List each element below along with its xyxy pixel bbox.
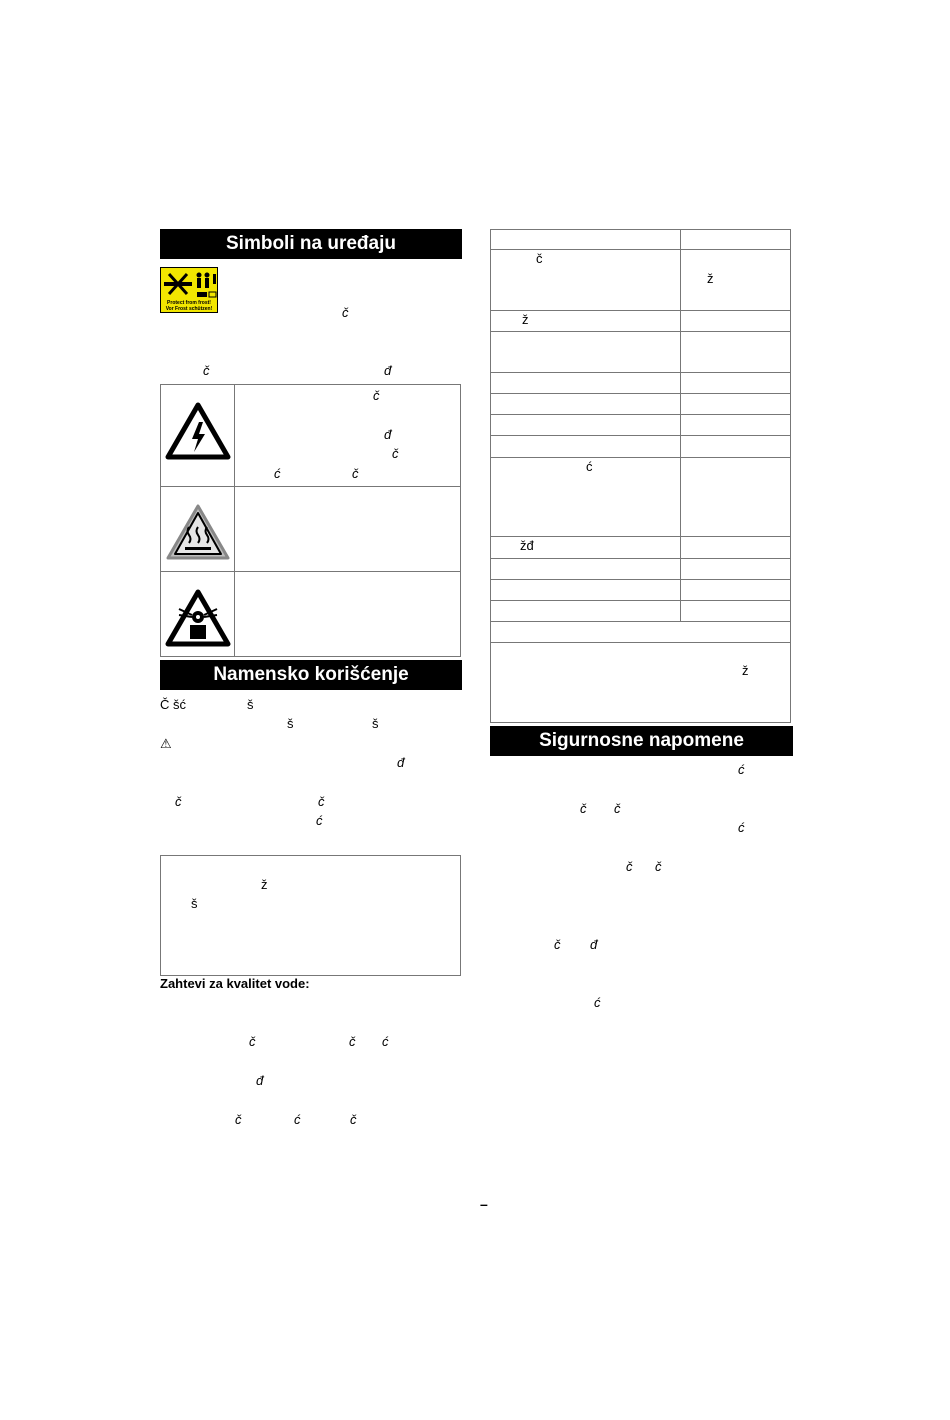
table-cell-text: ž [522,312,529,327]
table-cell-text: č [536,251,543,266]
text-fragment: ž [261,877,268,892]
text-fragment: đ [397,755,405,770]
text-fragment: č [614,801,621,816]
text-fragment: č [203,363,210,378]
frost-label-text-1: Protect from frost! [167,300,211,306]
text-fragment: đ [256,1073,264,1088]
text-fragment: č [655,859,662,874]
text-fragment: ć [294,1112,301,1127]
text-fragment: č [554,937,561,952]
page-footer-dash: – [480,1196,488,1212]
section-title-safety: Sigurnosne napomene [490,726,793,756]
notice-box [160,855,461,976]
table-cell-text: ć [586,459,593,474]
text-fragment: č [580,801,587,816]
frost-label-icon [161,268,219,302]
high-pressure-jet-warning-icon [165,589,231,647]
text-fragment: č [342,305,349,320]
text-fragment: š [191,896,198,911]
text-fragment: š [287,716,294,731]
hot-surface-warning-icon [165,503,231,561]
text-fragment: ć [382,1034,389,1049]
text-fragment: ć [738,820,745,835]
text-fragment: ć [738,762,745,777]
text-fragment: č [392,446,399,461]
text-fragment: š [372,716,379,731]
text-fragment: š [247,697,254,712]
text-fragment: č [373,388,380,403]
warning-triangle-icon: ⚠ [160,736,172,751]
text-fragment: č [318,794,325,809]
table-cell-text: ž [707,271,714,286]
text-fragment: č [249,1034,256,1049]
text-fragment: đ [384,427,392,442]
section-title-symbols: Simboli na uređaju [160,229,462,259]
text-fragment: č [352,466,359,481]
protect-from-frost-label [160,267,218,313]
text-fragment: č [235,1112,242,1127]
water-quality-heading: Zahtevi za kvalitet vode: [160,976,310,991]
text-fragment: č [626,859,633,874]
text-fragment: đ [384,363,392,378]
text-fragment: ć [316,813,323,828]
frost-label-text-2: Vor Frost schützen! [165,306,213,312]
text-fragment: č [349,1034,356,1049]
text-fragment: đ [590,937,598,952]
table-cell-text: žđ [520,538,534,553]
section-title-intended-use: Namensko korišćenje [160,660,462,690]
table-cell-text: ž [742,663,749,678]
text-fragment: ć [594,995,601,1010]
technical-data-table [490,229,791,723]
text-fragment: č [350,1112,357,1127]
text-fragment: Č šć [160,697,186,712]
text-fragment: č [175,794,182,809]
electric-shock-warning-icon [165,402,231,460]
text-fragment: ć [274,466,281,481]
